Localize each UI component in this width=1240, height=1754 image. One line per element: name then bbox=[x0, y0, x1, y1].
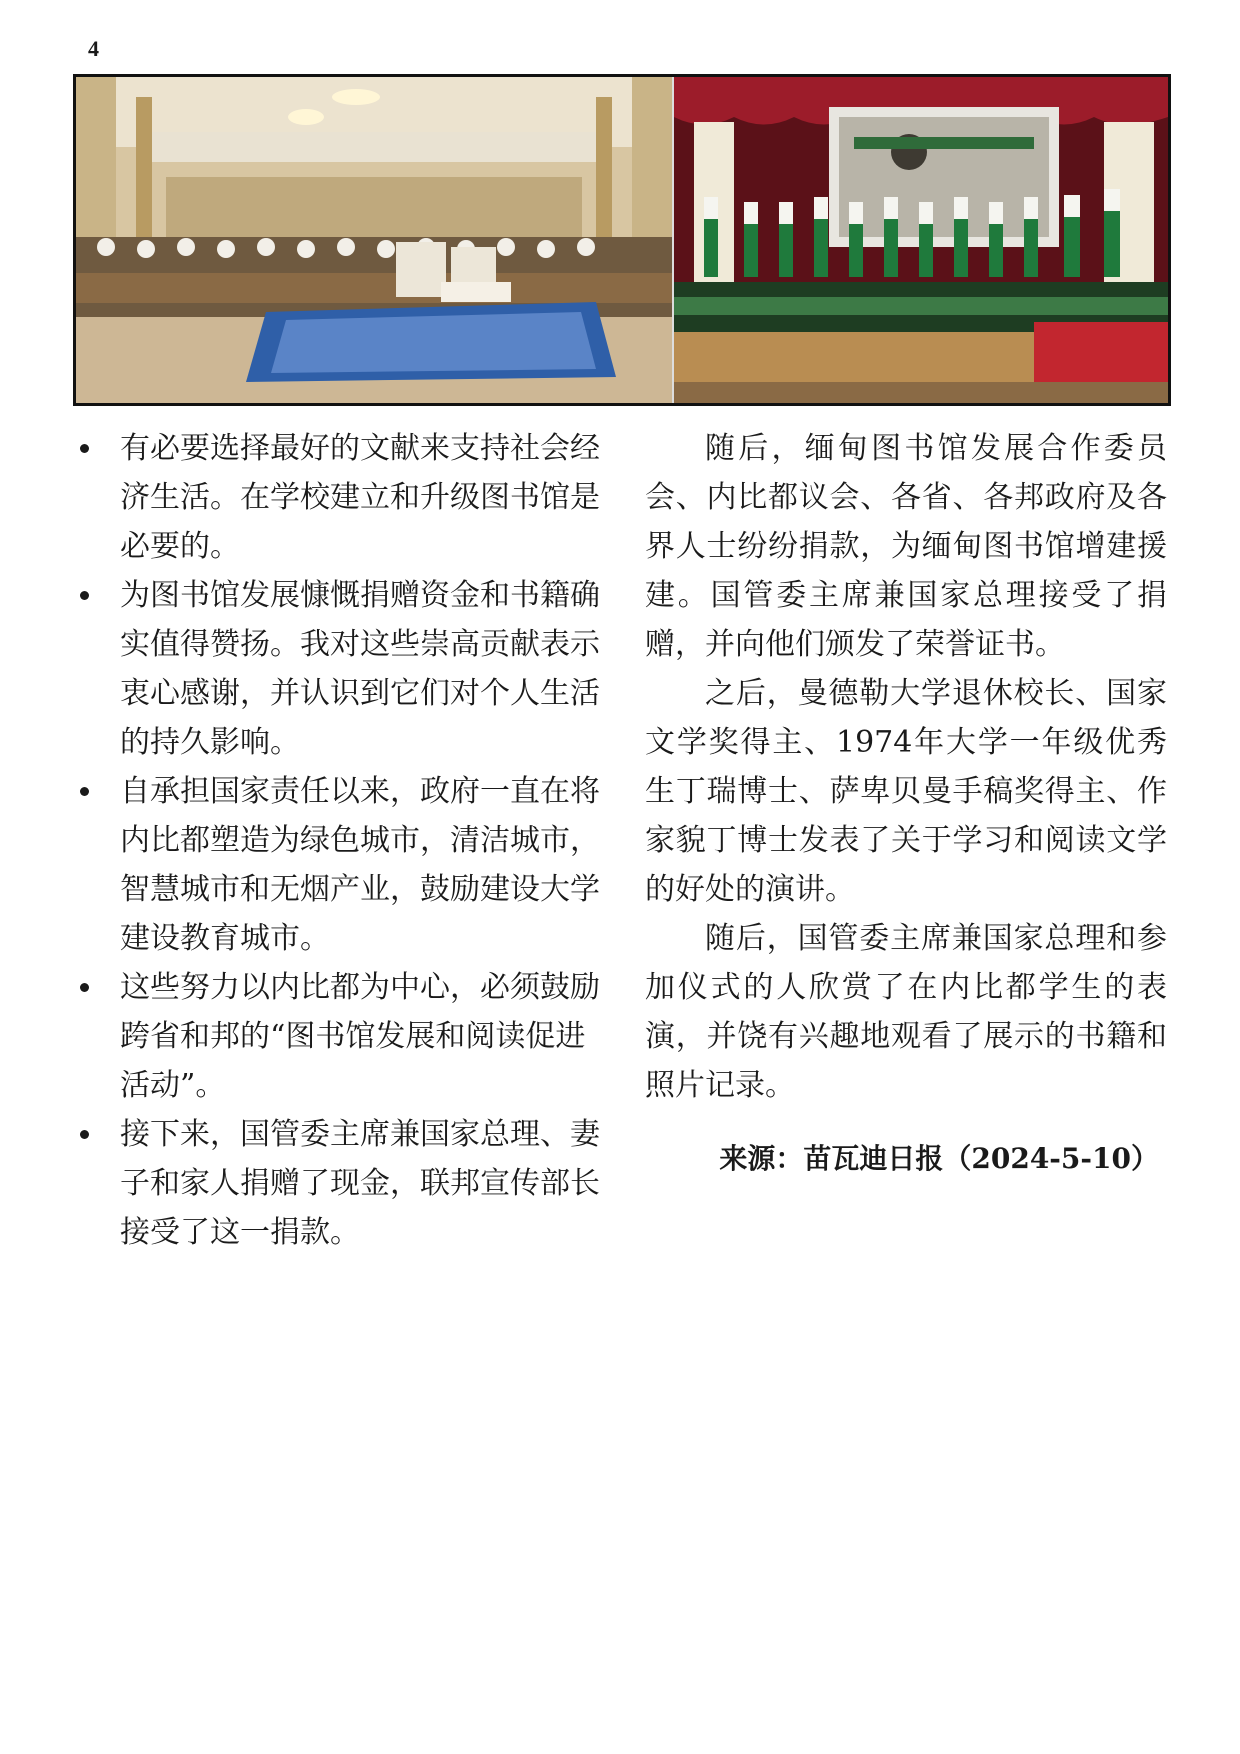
bullet-dot-icon bbox=[80, 787, 89, 796]
bullet-list bbox=[80, 424, 608, 1257]
bullet-dot-icon bbox=[80, 591, 89, 600]
photo-strip bbox=[73, 74, 1171, 406]
bullet-item bbox=[80, 963, 608, 1110]
body-paragraph: 随后，国管委主席兼国家总理和参加仪式的人欣赏了在内比都学生的表演，并饶有兴趣地观看了展示的书籍和照片记录。 bbox=[645, 921, 1167, 1103]
photo-audience-hall bbox=[76, 77, 674, 403]
left-column bbox=[80, 424, 608, 1257]
bullet-dot-icon bbox=[80, 1130, 89, 1139]
body-paragraph: 随后，缅甸图书馆发展合作委员会、内比都议会、各省、各邦政府及各界人士纷纷捐款，为缅甸图书馆增建援建。国管委主席兼国家总理接受了捐赠，并向他们颁发了荣誉证书。 bbox=[645, 431, 1167, 662]
body-paragraph: 之后，曼德勒大学退休校长、国家文学奖得主、1974年大学一年级优秀生丁瑞博士、萨卑贝曼手稿奖得主、作家貌丁博士发表了关于学习和阅读文学的好处的演讲。 bbox=[645, 676, 1167, 907]
bullet-text: 为图书馆发展慷慨捐赠资金和书籍确实值得赞扬。我对这些崇高贡献表示衷心感谢，并认识到它们对个人生活的持久影响。 bbox=[120, 578, 600, 760]
bullet-dot-icon bbox=[80, 444, 89, 453]
page-number: 4 bbox=[88, 36, 99, 61]
photo-stage-performance bbox=[674, 77, 1168, 403]
bullet-dot-icon bbox=[80, 983, 89, 992]
bullet-text: 有必要选择最好的文献来支持社会经济生活。在学校建立和升级图书馆是必要的。 bbox=[120, 431, 600, 564]
bullet-text: 接下来，国管委主席兼国家总理、妻子和家人捐赠了现金，联邦宣传部长接受了这一捐款。 bbox=[120, 1117, 600, 1250]
source-citation: 来源：苗瓦迪日报（2024-5-10） bbox=[719, 1142, 1159, 1175]
bullet-text: 自承担国家责任以来，政府一直在将内比都塑造为绿色城市，清洁城市，智慧城市和无烟产业，鼓励建设大学建设教育城市。 bbox=[120, 774, 600, 956]
right-column bbox=[645, 424, 1167, 1183]
bullet-item bbox=[80, 1110, 608, 1257]
bullet-text: 这些努力以内比都为中心，必须鼓励跨省和邦的“图书馆发展和阅读促进活动”。 bbox=[120, 970, 600, 1103]
bullet-item bbox=[80, 424, 608, 571]
bullet-item bbox=[80, 571, 608, 767]
bullet-item bbox=[80, 767, 608, 963]
